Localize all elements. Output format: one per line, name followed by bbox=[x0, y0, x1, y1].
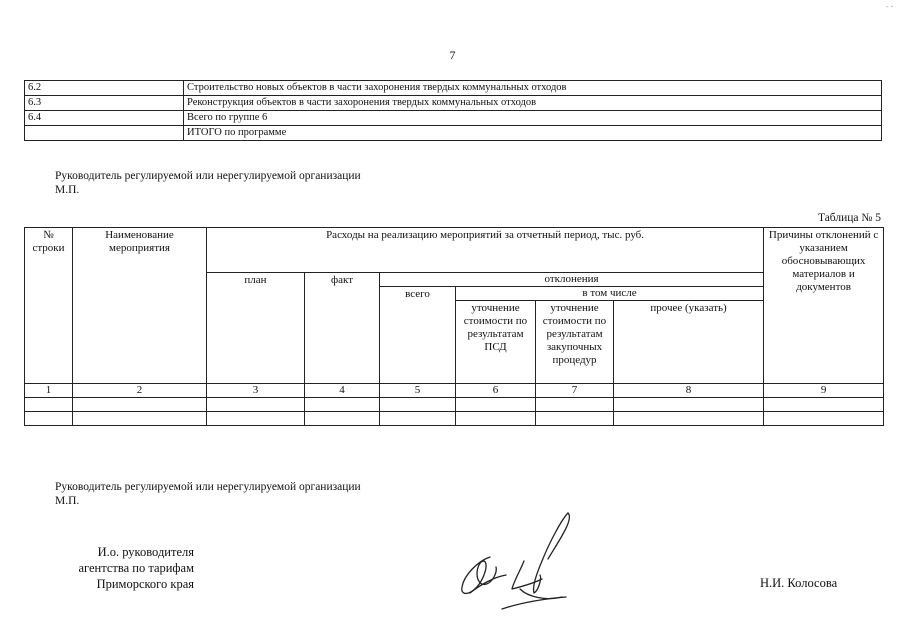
report-table bbox=[24, 227, 884, 426]
header-expenses: Расходы на реализацию мероприятий за отчетный период, тыс. руб. bbox=[207, 228, 764, 273]
signature-block-2 bbox=[55, 480, 361, 508]
row-code: 6.4 bbox=[25, 111, 184, 126]
header-other: прочее (указать) bbox=[614, 301, 764, 384]
program-table bbox=[24, 80, 882, 141]
handwritten-signature bbox=[450, 505, 590, 630]
header-plan: план bbox=[207, 273, 305, 384]
column-number: 4 bbox=[305, 384, 380, 398]
row-code: 6.2 bbox=[25, 81, 184, 96]
signature-title: Руководитель регулируемой или нерегулируемой организации bbox=[55, 170, 361, 182]
signature-title: Руководитель регулируемой или нерегулируемой организации bbox=[55, 481, 361, 493]
table-row bbox=[25, 96, 882, 111]
header-reasons: Причины отклонений с указанием обосновывающих материалов и документов bbox=[764, 228, 884, 384]
official-position bbox=[66, 544, 194, 592]
header-total: всего bbox=[380, 287, 456, 384]
table-row bbox=[25, 126, 882, 141]
row-code bbox=[25, 126, 184, 141]
column-number: 6 bbox=[456, 384, 536, 398]
row-text: ИТОГО по программе bbox=[184, 126, 882, 141]
row-code: 6.3 bbox=[25, 96, 184, 111]
signature-block-1 bbox=[55, 169, 361, 197]
column-number: 5 bbox=[380, 384, 456, 398]
column-number: 8 bbox=[614, 384, 764, 398]
empty-row bbox=[25, 412, 884, 426]
column-number: 2 bbox=[73, 384, 207, 398]
stamp-label: М.П. bbox=[55, 184, 80, 196]
header-row-number: № строки bbox=[25, 228, 73, 384]
position-line: Приморского края bbox=[96, 577, 194, 591]
row-text: Всего по группе 6 bbox=[184, 111, 882, 126]
position-line: агентства по тарифам bbox=[78, 561, 194, 575]
empty-row bbox=[25, 398, 884, 412]
column-number: 3 bbox=[207, 384, 305, 398]
row-text: Реконструкция объектов в части захоронения твердых коммунальных отходов bbox=[184, 96, 882, 111]
table-row bbox=[25, 111, 882, 126]
row-text: Строительство новых объектов в части захоронения твердых коммунальных отходов bbox=[184, 81, 882, 96]
page-number: 7 bbox=[449, 48, 456, 62]
stamp-label: М.П. bbox=[55, 495, 80, 507]
position-line: И.о. руководителя bbox=[97, 545, 194, 559]
header-procurement: уточнение стоимости по результатам закупочных процедур bbox=[536, 301, 614, 384]
official-name: Н.И. Колосова bbox=[760, 576, 838, 590]
column-number: 1 bbox=[25, 384, 73, 398]
header-psd: уточнение стоимости по результатам ПСД bbox=[456, 301, 536, 384]
table-row bbox=[25, 81, 882, 96]
table-caption: Таблица № 5 bbox=[817, 212, 881, 224]
header-event-name: Наименование мероприятия bbox=[73, 228, 207, 384]
column-numbers-row bbox=[25, 384, 884, 398]
column-number: 7 bbox=[536, 384, 614, 398]
corner-mark: - - bbox=[886, 2, 894, 11]
header-deviations: отклонения bbox=[380, 273, 764, 287]
header-fact: факт bbox=[305, 273, 380, 384]
header-including: в том числе bbox=[456, 287, 764, 301]
column-number: 9 bbox=[764, 384, 884, 398]
